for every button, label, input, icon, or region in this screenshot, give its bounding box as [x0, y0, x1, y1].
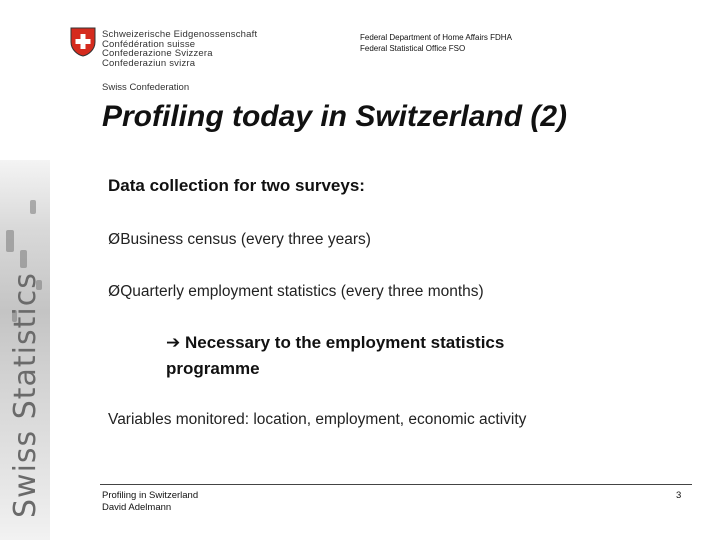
right-arrow-icon: ➔	[166, 333, 181, 353]
page-number: 3	[676, 490, 682, 501]
confederation-names	[102, 30, 257, 68]
bullet-item	[108, 282, 484, 301]
footer-info	[102, 490, 198, 514]
note-line: programme	[166, 359, 260, 378]
confederation-line: Confederaziun svizra	[102, 57, 196, 69]
bullet-arrow-icon: Ø	[108, 230, 121, 248]
bullet-arrow-icon: Ø	[108, 282, 121, 300]
confederation-line: Confédération suisse	[102, 38, 196, 50]
footer-title: Profiling in Switzerland	[102, 490, 199, 501]
slide-title: Profiling today in Switzerland (2)	[102, 100, 568, 133]
department-name: Federal Department of Home Affairs FDHA	[360, 33, 512, 42]
confederation-line: Schweizerische Eidgenossenschaft	[102, 29, 258, 40]
bullet-text: Business census (every three years)	[120, 231, 371, 248]
variables-text: Variables monitored: location, employment, economic activity	[108, 411, 527, 428]
confederation-english: Swiss Confederation	[102, 82, 190, 93]
note-block	[166, 330, 606, 382]
swiss-statistics-label: Swiss Statistics	[8, 272, 43, 518]
note-line: Necessary to the employment statistics	[184, 333, 505, 352]
bullet-item	[108, 230, 371, 249]
confederation-line: Confederazione Svizzera	[102, 48, 213, 60]
slide-subhead: Data collection for two surveys:	[108, 176, 365, 195]
department-info	[360, 32, 512, 54]
office-name: Federal Statistical Office FSO	[360, 44, 466, 53]
bullet-text: Quarterly employment statistics (every three months)	[120, 283, 484, 300]
footer-divider	[100, 484, 692, 485]
footer-author: David Adelmann	[102, 502, 172, 513]
swiss-shield-icon	[70, 27, 96, 57]
